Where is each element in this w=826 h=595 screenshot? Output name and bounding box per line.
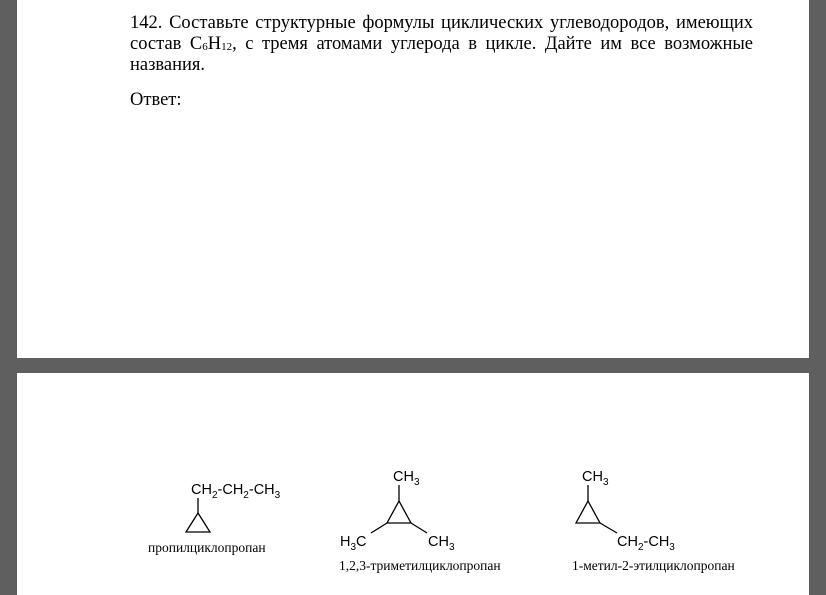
task-text-before: Составьте структурные формулы циклических углеводородов, имеющих состав C: [130, 13, 753, 54]
methyl-left-label: $H_3C$: [340, 534, 367, 553]
document-page-answer: [17, 373, 809, 595]
task-text-after: , с тремя атомами углерода в цикле. Дайте им все возможные названия.: [130, 34, 753, 75]
document-page-question: [17, 0, 809, 358]
methyl-left-bond: [371, 523, 387, 533]
structure-methylethylcyclopropane: [576, 469, 675, 553]
ethyl-label: $CH_2-CH_3$: [617, 534, 675, 553]
task-number: 142.: [130, 13, 163, 33]
methyl-label: $CH_3$: [582, 469, 609, 488]
formula-subscript-c: 6: [202, 41, 208, 53]
caption-propylcyclopropane: пропилциклопропан: [148, 540, 266, 555]
caption-methylethylcyclopropane: 1-метил-2-этилциклопропан: [572, 558, 735, 573]
ethyl-bond: [600, 523, 617, 533]
formula-h: H: [207, 34, 222, 54]
cyclopropane-ring-3: [576, 501, 600, 523]
task-text: [130, 13, 753, 76]
methyl-right-bond: [411, 523, 427, 533]
structure-propylcyclopropane: [186, 482, 281, 532]
formula-subscript-h: 12: [221, 41, 233, 53]
structure-trimethylcyclopropane: [340, 469, 455, 553]
cyclopropane-ring-1: [186, 513, 210, 532]
propyl-substituent-label: $CH_2-CH_2-CH_3$: [191, 482, 281, 501]
methyl-right-label: $CH_3$: [428, 534, 455, 553]
methyl-top-label: $CH_3$: [393, 469, 420, 488]
answer-label: Ответ:: [130, 90, 182, 110]
cyclopropane-ring-2: [387, 501, 411, 523]
caption-trimethylcyclopropane: 1,2,3-триметилциклопропан: [339, 558, 501, 573]
